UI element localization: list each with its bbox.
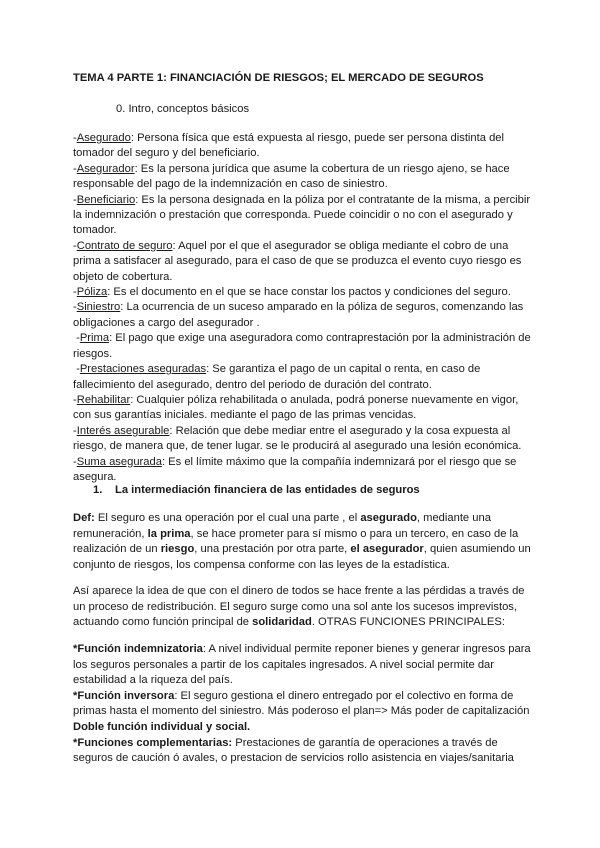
definition-text: : El pago que exige una aseguradora como contraprestación por la administración de riesgos. xyxy=(73,332,531,360)
definition-text: : Es el límite máximo que la compañía indemnizará por el riesgo que se asegura. xyxy=(73,455,517,483)
text-run: , quien asumiendo un conjunto de riesgos, los compensa conforme con las leyes de la estadística. xyxy=(73,543,531,571)
function-item xyxy=(73,642,535,689)
text-run: , se hace prometer para sí mismo o para un tercero, en caso de la realización de un xyxy=(73,527,519,556)
def-label: Def: xyxy=(73,512,95,524)
definition-term: Contrato de seguro xyxy=(76,239,173,252)
definition-text: : Es la persona designada en la póliza por el contratante de la misma, a percibir la indemnización o prestación que corresponda. Puede coincidir o no con el asegurado y tomador. xyxy=(73,193,531,237)
definition-prefix: - xyxy=(73,332,80,345)
definition-item xyxy=(73,331,535,362)
definition-term: Prima xyxy=(79,332,110,345)
text-run: , una prestación por otra parte, xyxy=(194,543,351,556)
section-title: La intermediación financiera de las entidades de seguros xyxy=(115,484,420,496)
definition-text: : Es el documento en el que se hace constar los pactos y condiciones del seguro. xyxy=(107,286,511,299)
definition-term: Siniestro xyxy=(76,301,121,314)
definition-text: : Aquel por el que el asegurador se obliga mediante el cobro de una prima a satisfacer al asegurado, para el caso de que se produzca el evento cuyo riesgo es objeto de cobertura. xyxy=(73,239,522,283)
definition-term: Suma asegurada xyxy=(76,455,162,468)
definition-prefix: - xyxy=(73,239,77,252)
definition-item xyxy=(73,131,535,162)
function-emphasis: Doble función individual y social. xyxy=(73,720,251,733)
definition-item xyxy=(73,239,535,285)
function-text: : A nivel individual permite reponer bienes y generar ingresos para los seguros personales a partir de los capitales ingresados. A nivel social permite dar estabilidad a la riqueza del país. xyxy=(73,643,531,687)
intro-heading: 0. Intro, conceptos básicos xyxy=(116,103,250,115)
section-heading xyxy=(93,484,420,496)
definition-item xyxy=(73,424,535,455)
definition-term: Asegurado xyxy=(76,132,131,144)
function-label: *Función indemnizatoria xyxy=(73,643,203,655)
definition-item xyxy=(73,162,535,193)
function-label: *Función inversora xyxy=(73,689,175,702)
definition-item xyxy=(73,362,535,393)
definition-term: Beneficiario xyxy=(76,193,136,206)
definition-prefix: - xyxy=(73,301,77,314)
bold-term: asegurado xyxy=(360,512,417,524)
definition-text: : Persona física que está expuesta al riesgo, puede ser persona distinta del tomador del seguro y del beneficiario. xyxy=(73,132,505,160)
definition-text: : Se garantiza el pago de un capital o renta, en caso de fallecimiento del asegurado, dentro del periodo de duración del contrato. xyxy=(73,363,481,391)
definition-prefix: - xyxy=(73,193,77,206)
text-run: Así aparece la idea de que con el dinero de todos se hace frente a las pérdidas a través de un proceso de redistribución. El seguro surge como una sol ante los sucesos imprevistos, actuando como función principal de xyxy=(73,585,525,629)
definition-term: Rehabilitar xyxy=(76,393,131,406)
function-text: Prestaciones de garantía de operaciones a través de seguros de caución ó avales, o prestacion de servicios rollo asistencia en viajes/sanitaria xyxy=(73,736,514,765)
text-run: El seguro es una operación por el cual una parte , el xyxy=(94,512,361,524)
definition-term: Prestaciones aseguradas xyxy=(79,363,207,376)
bold-term: el asegurador xyxy=(350,543,424,556)
bold-term: solidaridad xyxy=(252,616,312,629)
definition-term: Póliza xyxy=(76,286,108,299)
text-run: , mediante una remuneración, xyxy=(73,512,491,540)
definition-prefix: - xyxy=(73,162,77,175)
definition-item xyxy=(73,393,535,424)
function-item xyxy=(73,689,535,720)
definition-text: : Es la persona jurídica que asume la cobertura de un riesgo ajeno, se hace responsable del pago de la indemnización en caso de siniestro. xyxy=(73,162,510,191)
functions-list xyxy=(73,642,535,767)
definition-paragraph xyxy=(73,511,535,573)
definition-item xyxy=(73,193,535,239)
bold-term: la prima xyxy=(147,527,191,540)
definition-item xyxy=(73,455,535,486)
definition-item xyxy=(73,285,535,300)
definition-prefix: - xyxy=(73,393,77,406)
function-label: *Funciones complementarias: xyxy=(73,736,233,749)
definition-prefix: - xyxy=(73,455,77,468)
solidarity-paragraph xyxy=(73,584,535,631)
definition-prefix: - xyxy=(73,363,80,376)
definition-prefix: - xyxy=(73,132,77,144)
document-title: TEMA 4 PARTE 1: FINANCIACIÓN DE RIESGOS; EL MERCADO DE SEGUROS xyxy=(73,72,484,84)
definition-term: Interés asegurable xyxy=(76,424,170,437)
definitions-list xyxy=(73,131,535,485)
section-number: 1. xyxy=(93,484,103,496)
function-item xyxy=(73,736,535,767)
bold-term: riesgo xyxy=(160,543,195,556)
definition-prefix: - xyxy=(73,286,77,299)
definition-item xyxy=(73,300,535,331)
definition-text: : La ocurrencia de un suceso amparado en la póliza de seguros, comenzando las obligaciones a cargo del asegurador . xyxy=(73,301,524,329)
definition-prefix: - xyxy=(73,424,77,437)
definition-text: : Cualquier póliza rehabilitada o anulada, podrá ponerse nuevamente en vigor, con sus garantías iniciales. mediante el pago de las primas vencidas. xyxy=(73,393,519,422)
definition-term: Asegurador xyxy=(76,162,135,175)
text-run: . OTRAS FUNCIONES PRINCIPALES: xyxy=(311,616,505,629)
function-text: : El seguro gestiona el dinero entregado por el colectivo en forma de primas hasta el momento del siniestro. Más poderoso el plan=> Más poder de capitalización xyxy=(73,689,530,718)
definition-text: : Relación que debe mediar entre el asegurado y la cosa expuesta al riesgo, de manera que, de tener lugar. se le producirá al asegurado una lesión económica. xyxy=(73,424,522,453)
